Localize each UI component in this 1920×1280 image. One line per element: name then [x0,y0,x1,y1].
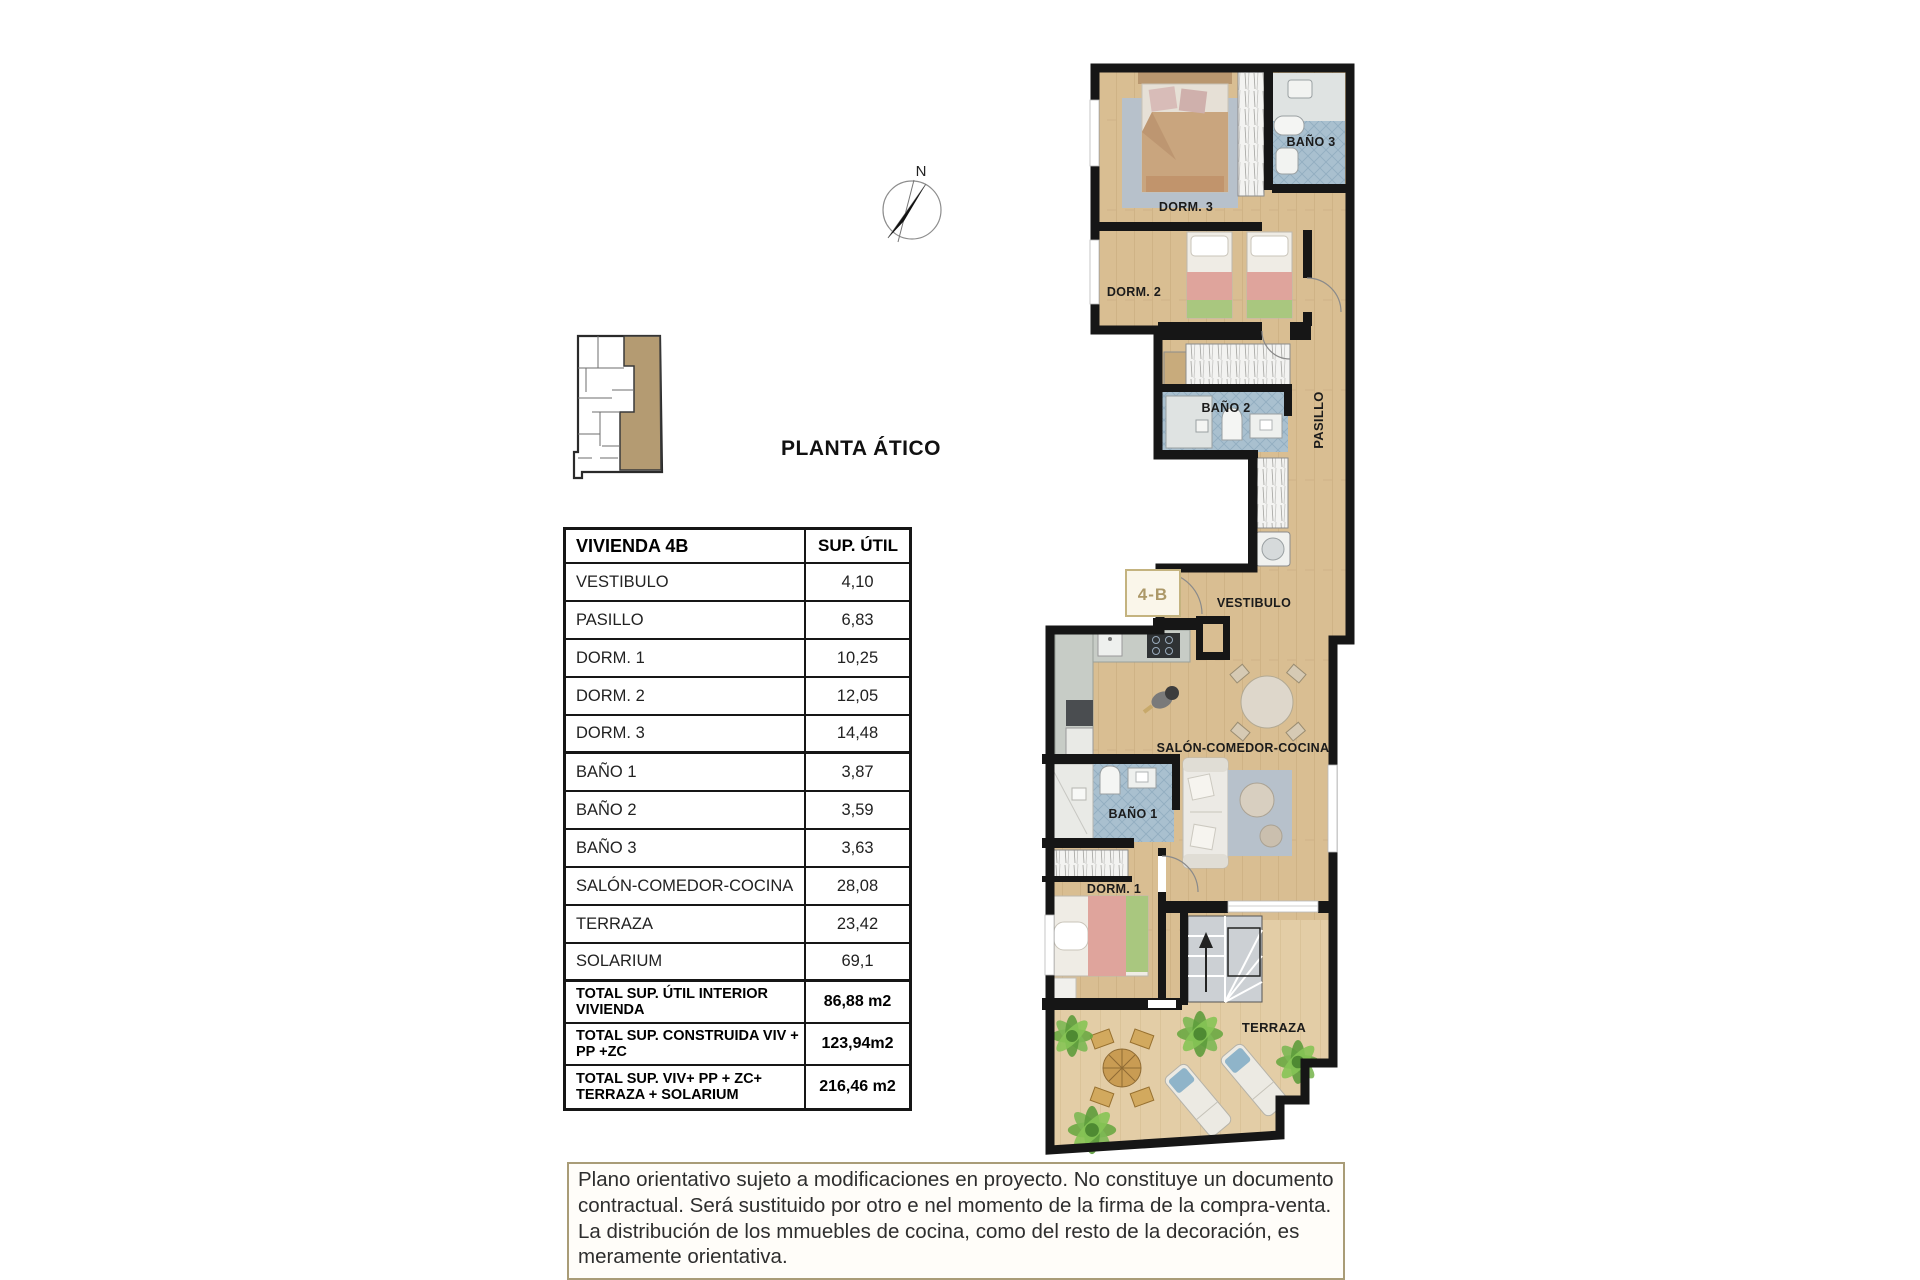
page-title: PLANTA ÁTICO [781,437,941,460]
column-niche [1203,624,1223,652]
side-table-icon [1260,825,1282,847]
room-label-dorm1: DORM. 1 [1086,882,1142,896]
table-row: PASILLO 6,83 [566,602,909,640]
table-row: DORM. 3 14,48 [566,716,909,754]
room-label-dorm3: DORM. 3 [1158,200,1214,214]
table-row: BAÑO 2 3,59 [566,792,909,830]
stairs-icon [1188,916,1262,1002]
unit-tag [1126,570,1180,616]
table-total-row: TOTAL SUP. CONSTRUIDA VIV + PP +ZC 123,94m2 [566,1024,909,1066]
compass-north-label: N [915,163,927,180]
hall-shelf-icon [1164,352,1186,386]
table-row: SALÓN-COMEDOR-COCINA 28,08 [566,868,909,906]
dorm3-wardrobe-icon [1238,72,1264,196]
table-row: SOLARIUM 69,1 [566,944,909,982]
table-header-row [566,530,909,564]
floor-plan [1020,55,1365,1165]
oven-icon [1066,700,1093,726]
room-label-bano3: BAÑO 3 [1286,135,1336,149]
fridge-icon [1066,728,1093,758]
table-row: TERRAZA 23,42 [566,906,909,944]
area-table [563,527,912,1111]
room-label-terraza: TERRAZA [1241,1020,1307,1035]
washing-machine-icon [1256,532,1290,566]
plant-icon [1051,1015,1093,1057]
key-plan [565,328,673,488]
table-row: DORM. 1 10,25 [566,640,909,678]
compass-icon [865,150,965,265]
single-bed-icon [1247,232,1292,318]
table-header-unit: VIVIENDA 4B [566,530,806,562]
room-label-bano2: BAÑO 2 [1201,401,1251,415]
room-label-bano1: BAÑO 1 [1108,807,1158,821]
table-row: BAÑO 3 3,63 [566,830,909,868]
unit-tag-label: 4-B [1137,585,1169,604]
single-bed-icon [1187,232,1232,318]
sofa-icon [1183,758,1228,868]
room-label-salon: SALÓN-COMEDOR-COCINA [1156,741,1330,755]
double-bed-icon [1138,72,1232,192]
table-header-area: SUP. ÚTIL [818,536,898,555]
hall-closet-icon [1186,344,1290,386]
dorm1-closet-icon [1048,850,1128,878]
table-row: VESTIBULO 4,10 [566,564,909,602]
table-row: BAÑO 1 3,87 [566,754,909,792]
room-label-vestibulo: VESTIBULO [1216,596,1292,610]
coffee-table-icon [1240,783,1274,817]
room-label-pasillo: PASILLO [1311,391,1326,449]
pasillo-wardrobe-icon [1256,458,1288,528]
room-label-dorm2: DORM. 2 [1106,285,1162,299]
table-total-row: TOTAL SUP. ÚTIL INTERIOR VIVIENDA 86,88 m2 [566,982,909,1024]
disclaimer-note: Plano orientativo sujeto a modificaciones en proyecto. No constituye un documento contractual. Será sustituido por otro e nel momento de la firma de la compra-venta. La distribución de los mmuebles de cocina, como del resto de la decoración, es meramente orientativa. [567,1162,1345,1280]
table-total-row: TOTAL SUP. VIV+ PP + ZC+ TERRAZA + SOLARIUM 216,46 m2 [566,1066,909,1108]
plant-icon [1177,1011,1223,1057]
table-row: DORM. 2 12,05 [566,678,909,716]
